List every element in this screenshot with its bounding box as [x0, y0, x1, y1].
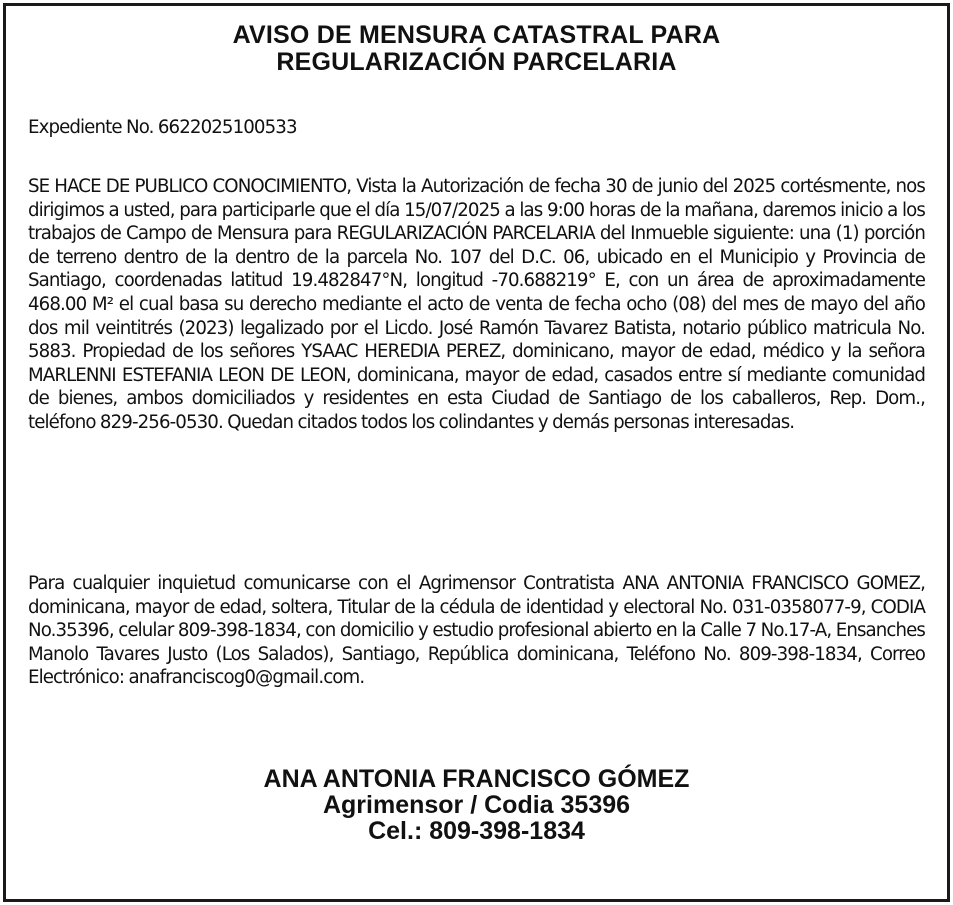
title-line-2: REGULARIZACIÓN PARCELARIA [276, 48, 677, 76]
notice-border [3, 3, 950, 902]
title-line-1: AVISO DE MENSURA CATASTRAL PARA [232, 21, 721, 49]
signature-role: Agrimensor / Codia 35396 [322, 791, 631, 819]
expediente-number: Expediente No. 6622025100533 [28, 117, 297, 138]
notice-paragraph-contact: Para cualquier inquietud comunicarse con el Agrimensor Contratista ANA ANTONIA FRANCISCO GOMEZ, dominicana, mayor de edad, soltera, Titular de la cédula de identidad y electoral No. 031-0358077-9, CODIA No.35396, celular 809-398-1834, con domicilio y estudio profesional abierto en la Calle 7 No.17-A, Ensanches Manolo Tavares Justo (Los Salados), Santiago, República dominicana, Teléfono No. 809-398-1834, Correo Electrónico: anafranciscog0@gmail.com. [28, 573, 925, 689]
signature-name: ANA ANTONIA FRANCISCO GÓMEZ [263, 765, 690, 793]
notice-paragraph-main: SE HACE DE PUBLICO CONOCIMIENTO, Vista la Autorización de fecha 30 de junio del 2025 cortésmente, nos dirigimos a usted, para participarle que el día 15/07/2025 a las 9:00 horas de la mañana, daremos inicio a los trabajos de Campo de Mensura para REGULARIZACIÓN PARCELARIA del Inmueble siguiente: una (1) porción de terreno dentro de la dentro de la parcela No. 107 del D.C. 06, ubicado en el Municipio y Provincia de Santiago, coordenadas latitud 19.482847°N, longitud -70.688219° E, con un área de aproximadamente 468.00 M² el cual basa su derecho mediante el acto de venta de fecha ocho (08) del mes de mayo del año dos mil veintitrés (2023) legalizado por el Licdo. José Ramón Tavarez Batista, notario público matricula No. 5883. Propiedad de los señores YSAAC HEREDIA PEREZ, dominicano, mayor de edad, médico y la señora MARLENNI ESTEFANIA LEON DE LEON, dominicana, mayor de edad, casados entre sí mediante comunidad de bienes, ambos domiciliados y residentes en esta Ciudad de Santiago de los caballeros, Rep. Dom., teléfono 829-256-0530. Quedan citados todos los colindantes y demás personas interesadas. [28, 176, 925, 433]
signature-block [6, 766, 947, 844]
notice-title [6, 22, 947, 76]
signature-phone: Cel.: 809-398-1834 [368, 817, 585, 845]
